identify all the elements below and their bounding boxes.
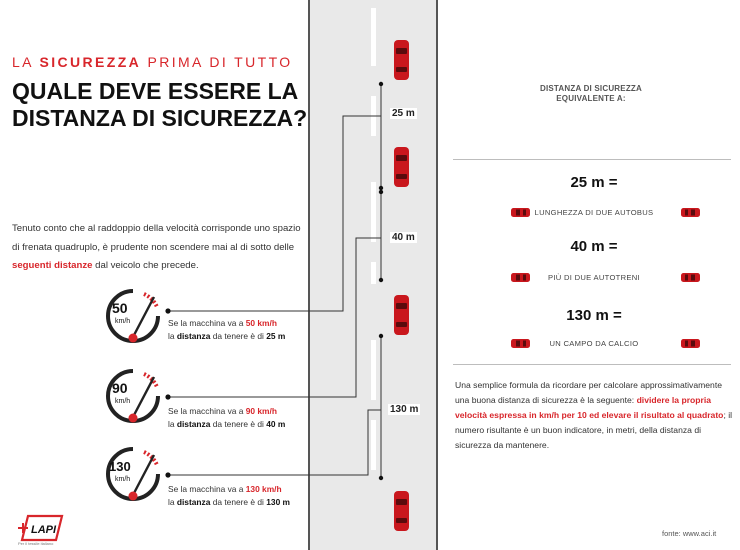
speed-caption-90: Se la macchina va a 90 km/h la distanza da tenere è di 40 m [168,406,286,429]
distance-label-25: 25 m [392,108,415,119]
svg-text:90: 90 [112,380,128,396]
svg-text:km/h: km/h [115,476,131,483]
car-icon [393,490,410,532]
svg-text:km/h: km/h [115,318,131,325]
svg-text:50: 50 [112,300,128,316]
source-note: fonte: www.aci.it [662,529,717,538]
kicker-bold: SICUREZZA [39,54,142,70]
intro-highlight: seguenti distanze [12,260,93,271]
car-icon [393,294,410,336]
equivalence-desc-25: LUNGHEZZA DI DUE AUTOBUS [534,208,654,217]
formula-text [455,378,737,453]
equivalence-desc-130: UN CAMPO DA CALCIO [549,339,639,348]
car-side-icon [681,338,700,349]
kicker-part2: PRIMA DI TUTTO [141,54,293,70]
distance-label-40: 40 m [392,232,415,243]
equivalence-value-25: 25 m = [570,174,618,191]
page-title: QUALE DEVE ESSERE LA DISTANZA DI SICUREZZA? [12,78,308,131]
svg-text:LAPI: LAPI [31,524,57,536]
speed-caption-130: Se la macchina va a 130 km/h la distanza da tenere è di 130 m [168,484,290,507]
car-side-icon [681,272,700,283]
speed-caption-50: Se la macchina va a 50 km/h la distanza da tenere è di 25 m [168,318,286,341]
formula-highlight: dividere la propria velocità espressa in km/h per 10 ed elevare il risultato al quadrato [455,395,724,420]
equivalence-value-40: 40 m = [570,238,618,255]
equivalence-desc-40: PIÙ DI DUE AUTOTRENI [548,273,640,282]
formula-text1: Una semplice formula da ricordare per calcolare approssimativamente una buona distanza di sicurezza è la seguente: [455,380,723,405]
car-icon [393,146,410,188]
car-side-icon [681,207,700,218]
car-icon [393,39,410,81]
divider [453,159,731,160]
divider [453,364,731,365]
svg-text:km/h: km/h [115,398,131,405]
intro-text1: Tenuto conto che al raddoppio della velocità corrisponde uno spazio di frenata quadruplo, è prudente non scendere mai al di sotto delle [12,223,301,253]
svg-text:130: 130 [109,459,131,474]
kicker-part1: LA [12,54,40,70]
distance-label-130: 130 m [390,404,419,415]
equivalence-value-130: 130 m = [566,307,622,324]
intro-text2: dal veicolo che precede. [92,260,199,271]
formula-text2: ; il numero risultante è un buon indicatore, in metri, della distanza di sicurezza da mantenere. [455,410,733,450]
equivalence-heading: DISTANZA DI SICUREZZA EQUIVALENTE A: [540,84,642,103]
logo-tagline: Per il tessile italiano [18,541,54,546]
